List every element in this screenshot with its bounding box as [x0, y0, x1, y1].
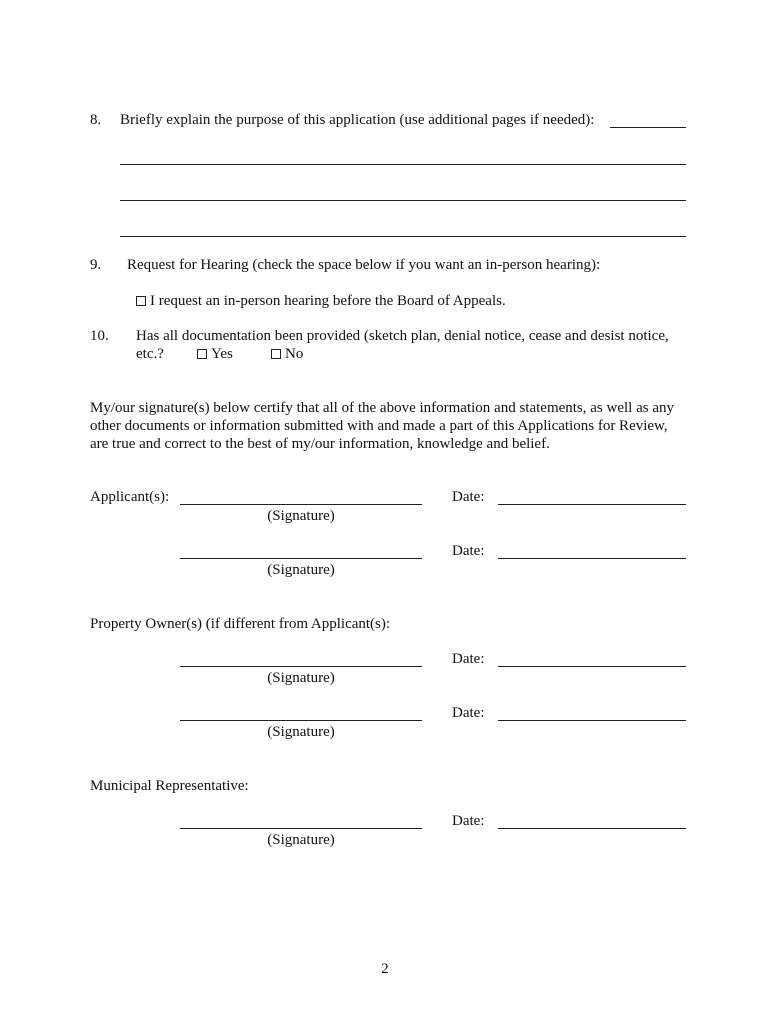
owner-signature-caption-1: (Signature): [267, 670, 335, 686]
owner-date-line-1[interactable]: [498, 666, 686, 667]
certification-line-2: other documents or information submitted with and made a part of this Applications for Review,: [90, 418, 668, 434]
property-owners-label: Property Owner(s) (if different from Applicant(s):: [90, 616, 391, 632]
municipal-representative-label: Municipal Representative:: [90, 778, 249, 794]
applicant-date-label-1: Date:: [452, 489, 485, 505]
page-number: 2: [381, 961, 389, 977]
item-8-number: 8.: [90, 112, 102, 128]
purpose-answer-line-2[interactable]: [120, 164, 686, 165]
hearing-request-label: I request an in-person hearing before the Board of Appeals.: [150, 293, 506, 309]
hearing-request-checkbox[interactable]: [136, 296, 146, 306]
purpose-answer-line-1[interactable]: [610, 127, 686, 128]
applicants-label: Applicant(s):: [90, 489, 170, 505]
documentation-yes-label: Yes: [211, 346, 233, 362]
item-10-number: 10.: [90, 328, 109, 344]
hearing-request-row: [136, 292, 506, 310]
item-9-text: Request for Hearing (check the space below if you want an in-person hearing):: [127, 257, 601, 273]
municipal-signature-caption: (Signature): [267, 832, 335, 848]
applicant-signature-line-1[interactable]: [180, 504, 422, 505]
documentation-yes-option: [197, 345, 233, 363]
owner-date-line-2[interactable]: [498, 720, 686, 721]
item-10-text-line-2: etc.?: [136, 346, 164, 362]
applicant-date-line-1[interactable]: [498, 504, 686, 505]
owner-signature-line-1[interactable]: [180, 666, 422, 667]
applicant-signature-caption-2: (Signature): [267, 562, 335, 578]
certification-line-3: are true and correct to the best of my/our information, knowledge and belief.: [90, 436, 550, 452]
applicant-date-line-2[interactable]: [498, 558, 686, 559]
documentation-no-option: [271, 345, 303, 363]
municipal-date-line[interactable]: [498, 828, 686, 829]
owner-signature-line-2[interactable]: [180, 720, 422, 721]
item-8-text: Briefly explain the purpose of this application (use additional pages if needed):: [120, 112, 595, 128]
purpose-answer-line-3[interactable]: [120, 200, 686, 201]
documentation-yes-checkbox[interactable]: [197, 349, 207, 359]
documentation-no-checkbox[interactable]: [271, 349, 281, 359]
owner-date-label-1: Date:: [452, 651, 485, 667]
item-10-text-line-1: Has all documentation been provided (sketch plan, denial notice, cease and desist notice,: [136, 328, 669, 344]
owner-date-label-2: Date:: [452, 705, 485, 721]
owner-signature-caption-2: (Signature): [267, 724, 335, 740]
applicant-signature-line-2[interactable]: [180, 558, 422, 559]
item-9-number: 9.: [90, 257, 102, 273]
certification-line-1: My/our signature(s) below certify that all of the above information and statements, as well as any: [90, 400, 674, 416]
purpose-answer-line-4[interactable]: [120, 236, 686, 237]
applicant-date-label-2: Date:: [452, 543, 485, 559]
documentation-no-label: No: [285, 346, 304, 362]
municipal-date-label: Date:: [452, 813, 485, 829]
municipal-signature-line[interactable]: [180, 828, 422, 829]
applicant-signature-caption-1: (Signature): [267, 508, 335, 524]
